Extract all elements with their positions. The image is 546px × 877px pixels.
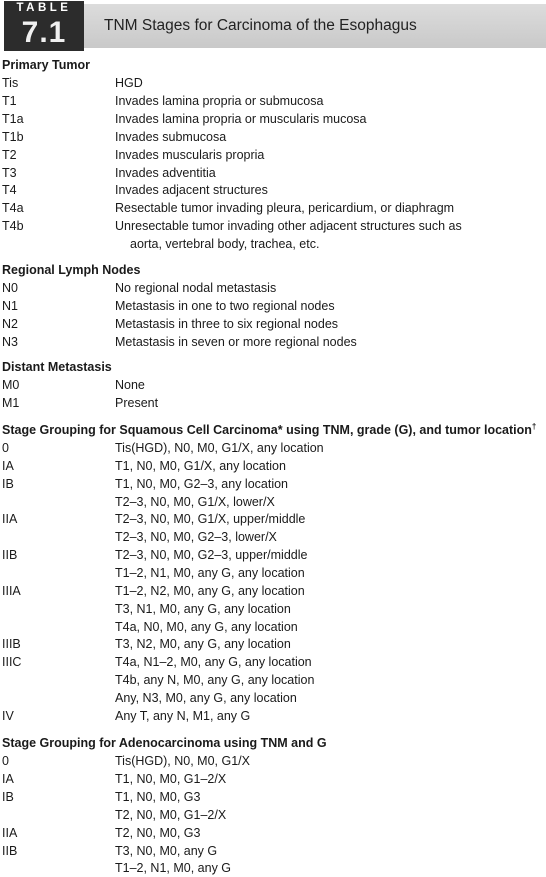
table-number: 7.1 — [21, 16, 67, 49]
table-row — [0, 635, 546, 653]
table-row — [0, 564, 546, 582]
table-row — [0, 181, 546, 199]
stage-code: IIA — [2, 825, 18, 840]
section-title-primary-tumor — [2, 56, 90, 74]
table-row — [0, 510, 546, 528]
table-row — [0, 457, 546, 475]
stage-description: T3, N1, M0, any G, any location — [115, 601, 291, 616]
stage-code: N0 — [2, 281, 18, 295]
table-row — [0, 859, 546, 877]
stage-code: IIB — [2, 843, 18, 858]
table-row — [0, 92, 546, 110]
stage-code: IIIC — [2, 655, 22, 670]
stage-code: IV — [2, 708, 14, 723]
stage-code: 0 — [2, 441, 9, 455]
stage-code: T1 — [2, 93, 17, 108]
stage-description: T1–2, N1, M0, any G — [115, 861, 232, 876]
stage-description: None — [115, 378, 145, 392]
stage-description: Invades adjacent structures — [115, 183, 268, 198]
stage-code: T4b — [2, 219, 24, 234]
stage-description: Unresectable tumor invading other adjacent structures such as — [115, 219, 462, 234]
stage-description: Present — [115, 395, 159, 410]
table-number-box — [4, 15, 84, 51]
table-row — [0, 128, 546, 146]
table-row — [0, 528, 546, 546]
stage-description: Invades submucosa — [115, 129, 227, 144]
stage-description: T2–3, N0, M0, G1/X, upper/middle — [115, 512, 306, 527]
table-row — [0, 546, 546, 564]
stage-description: Metastasis in one to two regional nodes — [115, 298, 335, 313]
table-row — [0, 315, 546, 333]
stage-description: T1, N0, M0, G3 — [115, 789, 201, 804]
stage-description: Tis(HGD), N0, M0, G1/X — [115, 754, 250, 768]
stage-code: IA — [2, 458, 14, 473]
stage-code: T1b — [2, 129, 24, 144]
stage-code: 0 — [2, 754, 9, 768]
table-row — [0, 788, 546, 806]
stage-description: T3, N2, M0, any G, any location — [115, 637, 291, 652]
table-row — [0, 394, 546, 412]
table-row — [0, 297, 546, 315]
table-row — [0, 376, 546, 394]
stage-code: Tis — [2, 76, 19, 90]
table-tag — [4, 1, 84, 15]
table-row — [0, 146, 546, 164]
stage-code: M1 — [2, 395, 20, 410]
table-row — [0, 493, 546, 511]
section-title-text: Distant Metastasis — [2, 360, 112, 374]
stage-code: M0 — [2, 378, 20, 392]
section-title-text: Regional Lymph Nodes — [2, 263, 141, 277]
stage-code: N2 — [2, 316, 18, 331]
section-title-squamous — [2, 421, 536, 439]
section-title-text: Stage Grouping for Squamous Cell Carcinoma* using TNM, grade (G), and tumor location — [2, 423, 532, 437]
table-row — [0, 752, 546, 770]
stage-description: No regional nodal metastasis — [115, 281, 277, 295]
section-title-text: Primary Tumor — [2, 58, 90, 72]
stage-code: T4 — [2, 183, 17, 198]
section-title-text: Stage Grouping for Adenocarcinoma using TNM and G — [2, 736, 327, 750]
stage-description: T1–2, N2, M0, any G, any location — [115, 583, 305, 598]
stage-code: IB — [2, 476, 14, 491]
stage-description: Invades muscularis propria — [115, 147, 265, 162]
table-row — [0, 842, 546, 860]
table-row — [0, 770, 546, 788]
table-tag-label: TABLE — [16, 2, 72, 14]
stage-description: T1–2, N1, M0, any G, any location — [115, 565, 305, 580]
stage-description: Metastasis in seven or more regional nodes — [115, 334, 357, 349]
stage-description: Tis(HGD), N0, M0, G1/X, any location — [115, 441, 324, 455]
table-row — [0, 582, 546, 600]
stage-description: T1, N0, M0, G2–3, any location — [115, 476, 289, 491]
stage-description: T2–3, N0, M0, G2–3, upper/middle — [115, 548, 308, 563]
stage-code: N1 — [2, 298, 18, 313]
stage-description: Any, N3, M0, any G, any location — [115, 690, 297, 705]
table-row — [0, 199, 546, 217]
table-row — [0, 671, 546, 689]
stage-code: IIB — [2, 548, 18, 563]
stage-code: IB — [2, 789, 14, 804]
table-row — [0, 74, 546, 92]
stage-description: aorta, vertebral body, trachea, etc. — [130, 237, 320, 252]
table-row — [0, 333, 546, 351]
stage-code: T4a — [2, 201, 24, 216]
stage-description: T2, N0, M0, G1–2/X — [115, 807, 227, 822]
stage-description: T2, N0, M0, G3 — [115, 825, 201, 840]
section-title-adeno — [2, 734, 327, 752]
stage-code: IA — [2, 771, 14, 786]
table-row — [0, 217, 546, 235]
footnote-mark: † — [531, 421, 537, 431]
stage-description: Any T, any N, M1, any G — [115, 708, 251, 723]
table-row — [0, 618, 546, 636]
table-row — [0, 110, 546, 128]
stage-description: Invades lamina propria or muscularis mucosa — [115, 111, 367, 126]
stage-description: T4a, N1–2, M0, any G, any location — [115, 655, 312, 670]
stage-code: T3 — [2, 165, 17, 180]
stage-code: T2 — [2, 147, 17, 162]
table-header — [0, 0, 546, 50]
stage-description: T3, N0, M0, any G — [115, 843, 218, 858]
stage-code: IIIA — [2, 583, 21, 598]
stage-description: T1, N0, M0, G1/X, any location — [115, 458, 286, 473]
table-row — [0, 707, 546, 725]
table-row — [0, 806, 546, 824]
section-title-regional-lymph-nodes — [2, 261, 140, 279]
table-row — [0, 164, 546, 182]
stage-description: T2–3, N0, M0, G2–3, lower/X — [115, 530, 277, 545]
stage-description: Resectable tumor invading pleura, pericardium, or diaphragm — [115, 201, 455, 216]
table-title: TNM Stages for Carcinoma of the Esophagus — [104, 17, 417, 34]
stage-description: Metastasis in three to six regional nodes — [115, 316, 339, 331]
title-band — [84, 4, 546, 48]
table-row — [0, 279, 546, 297]
table-row — [0, 235, 546, 253]
stage-code: N3 — [2, 334, 18, 349]
stage-description: T2–3, N0, M0, G1/X, lower/X — [115, 494, 275, 509]
stage-description: Invades lamina propria or submucosa — [115, 93, 324, 108]
stage-description: HGD — [115, 76, 143, 90]
table-row — [0, 475, 546, 493]
stage-code: IIIB — [2, 637, 21, 652]
table-row — [0, 689, 546, 707]
table-row — [0, 600, 546, 618]
stage-description: T4a, N0, M0, any G, any location — [115, 619, 298, 634]
stage-code: T1a — [2, 111, 24, 126]
stage-description: T1, N0, M0, G1–2/X — [115, 771, 227, 786]
table-row — [0, 653, 546, 671]
table-row — [0, 439, 546, 457]
table-row — [0, 824, 546, 842]
stage-code: IIA — [2, 512, 18, 527]
stage-description: T4b, any N, M0, any G, any location — [115, 673, 315, 688]
stage-description: Invades adventitia — [115, 165, 216, 180]
section-title-distant-metastasis — [2, 358, 112, 376]
